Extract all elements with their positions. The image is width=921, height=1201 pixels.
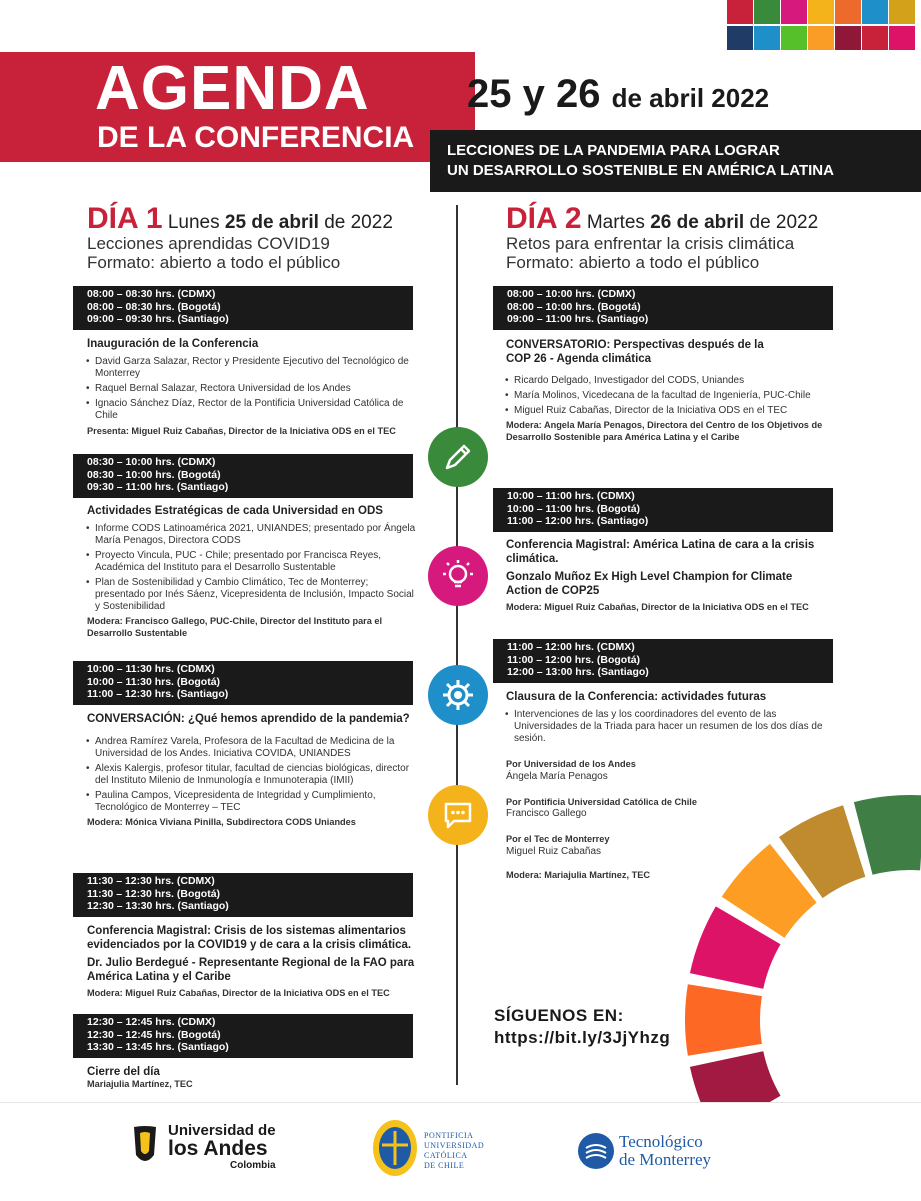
rep-uniandes: Por Universidad de los Andes Ángela María Penagos: [506, 759, 636, 782]
footer-logos: [0, 1102, 921, 1201]
time-bar: 08:30 – 10:00 hrs. (CDMX) 08:30 – 10:00 hrs. (Bogotá) 09:30 – 11:00 hrs. (Santiago): [73, 454, 413, 498]
time-bar: 12:30 – 12:45 hrs. (CDMX) 12:30 – 12:45 hrs. (Bogotá) 13:30 – 13:45 hrs. (Santiago): [73, 1014, 413, 1058]
page-title-sub: DE LA CONFERENCIA: [97, 121, 415, 154]
day2-header: DÍA 2 Martes 26 de abril de 2022 Retos para enfrentar la crisis climática Formato: abierto a todo el público: [506, 202, 819, 272]
gear-icon: [428, 665, 488, 725]
tec-globe-icon: [578, 1133, 614, 1169]
rep-tec: Por el Tec de Monterrey Miguel Ruiz Cabañas: [506, 834, 610, 857]
session-cierre: Cierre del día Mariajulia Martínez, TEC: [87, 1066, 193, 1089]
column-divider: [456, 205, 458, 1085]
uniandes-crest-icon: [130, 1125, 160, 1167]
lightbulb-icon: [428, 546, 488, 606]
sdg-wheel-segment: [690, 1051, 781, 1102]
session-clausura: Clausura de la Conferencia: actividades futuras • Intervenciones de las y los coordinadores del evento de las Universidades de la Triada para hacer un resumen de los dos días de sesión. Por Universidad de los Andes Ángela María Penagos Por Pontificia Universidad Católica de Chile Francisco Gallego Por el Tec de Monterrey Miguel Ruiz Cabañas Modera: Mariajulia Martínez, TEC: [506, 690, 836, 881]
time-bar: 10:00 – 11:30 hrs. (CDMX) 10:00 – 11:30 hrs. (Bogotá) 11:00 – 12:30 hrs. (Santiago): [73, 661, 413, 705]
tec-logo-text: Tecnológico de Monterrey: [619, 1132, 712, 1169]
time-bar: 11:00 – 12:00 hrs. (CDMX) 11:00 – 12:00 hrs. (Bogotá) 12:00 – 13:00 hrs. (Santiago): [493, 639, 833, 683]
puc-seal-icon: [372, 1117, 418, 1179]
chat-icon: [428, 785, 488, 845]
time-bar: 11:30 – 12:30 hrs. (CDMX) 11:30 – 12:30 hrs. (Bogotá) 12:30 – 13:30 hrs. (Santiago): [73, 873, 413, 917]
session-conversatorio: CONVERSATORIO: Perspectivas después de la COP 26 - Agenda climática • Ricardo Delgado, Investigador del CODS, Uniandes • María Molinos, Vicedecana de la facultad de Ingeniería, PUC-Chile • Miguel Ruiz Cabañas, Director de la Iniciativa ODS en el TEC Modera: Angela María Penagos, Directora del Centro de los Objetivos de Desarrollo Sostenible para América Latina y el Caribe: [506, 338, 836, 443]
sdg-color-tiles: [727, 0, 921, 52]
session-conversacion: CONVERSACIÓN: ¿Qué hemos aprendido de la pandemia? • Andrea Ramírez Varela, Profesora de la Facultad de Medicina de la Universidad de los Andes. Iniciativa COVIDA, UNIANDES • Alexis Kalergis, profesor titular, facultad de ciencias biológicas, director del Instituto Milenio de Inmunología e Inmunoterapia (IMII) • Paulina Campos, Vicepresidenta de Integridad y Cumplimiento, Tecnológico de Monterrey – TEC Modera: Mónica Viviana Pinilla, Subdirectora CODS Uniandes: [87, 712, 417, 829]
pencil-icon: [428, 427, 488, 487]
conference-date: 25 y 26 de abril 2022: [467, 72, 770, 116]
sdg-wheel-segment: [854, 795, 921, 875]
session-conferencia-magistral-2: Conferencia Magistral: América Latina de cara a la crisis climática. Gonzalo Muñoz Ex High Level Champion for Climate Action de COP25 Modera: Miguel Ruiz Cabañas, Director de la Iniciativa ODS en el TEC: [506, 539, 815, 612]
page-title: AGENDA: [95, 54, 370, 123]
sdg-wheel-segment: [685, 984, 762, 1056]
follow-link[interactable]: https://bit.ly/3JjYhzg: [494, 1028, 671, 1047]
follow-us: SÍGUENOS EN: https://bit.ly/3JjYhzg: [494, 1006, 671, 1047]
session-conferencia-magistral-1: Conferencia Magistral: Crisis de los sistemas alimentarios evidenciados por la COVID19 y de cara a la crisis climática. Dr. Julio Berdegué - Representante Regional de la FAO para América Latina y el Caribe Modera: Miguel Ruiz Cabañas, Director de la Iniciativa ODS en el TEC: [87, 925, 415, 998]
puc-logo-text: PONTIFICIA UNIVERSIDAD CATÓLICA DE CHILE: [424, 1131, 485, 1170]
session-inauguracion: Inauguración de la Conferencia • David Garza Salazar, Rector y Presidente Ejecutivo del Tecnológico de Monterrey • Raquel Bernal Salazar, Rectora Universidad de los Andes • Ignacio Sánchez Díaz, Rector de la Pontificia Universidad Católica de Chile Presenta: Miguel Ruiz Cabañas, Director de la Iniciativa ODS en el TEC: [87, 337, 417, 438]
rep-puc: Por Pontificia Universidad Católica de Chile Francisco Gallego: [506, 796, 697, 819]
time-bar: 08:00 – 08:30 hrs. (CDMX) 08:00 – 08:30 hrs. (Bogotá) 09:00 – 09:30 hrs. (Santiago): [73, 286, 413, 330]
time-bar: 10:00 – 11:00 hrs. (CDMX) 10:00 – 11:00 hrs. (Bogotá) 11:00 – 12:00 hrs. (Santiago): [493, 488, 833, 532]
session-actividades: Actividades Estratégicas de cada Universidad en ODS • Informe CODS Latinoamérica 2021, UNIANDES; presentado por Ángela María Penagos, Directora CODS • Proyecto Vincula, PUC - Chile; presentado por Francisca Reyes, Académica del Instituto para el Desarrollo Sustentable • Plan de Sostenibilidad y Cambio Climático, Tec de Monterrey; presentado por Inés Sáenz, Vicepresidenta de Inclusión, Impacto Social y Sostenibilidad Modera: Francisco Gallego, PUC-Chile, Director del Instituto para el Desarrollo Sustentable: [87, 504, 417, 639]
uniandes-logo-text: Universidad de los Andes Colombia: [168, 1122, 276, 1171]
conference-subtitle: LECCIONES DE LA PANDEMIA PARA LOGRAR UN DESARROLLO SOSTENIBLE EN AMÉRICA LATINA: [447, 142, 834, 179]
sdg-wheel-graphic: [680, 790, 921, 1102]
time-bar: 08:00 – 10:00 hrs. (CDMX) 08:00 – 10:00 hrs. (Bogotá) 09:00 – 11:00 hrs. (Santiago): [493, 286, 833, 330]
day1-header: DÍA 1 Lunes 25 de abril de 2022 Lecciones aprendidas COVID19 Formato: abierto a todo el público: [87, 202, 393, 272]
